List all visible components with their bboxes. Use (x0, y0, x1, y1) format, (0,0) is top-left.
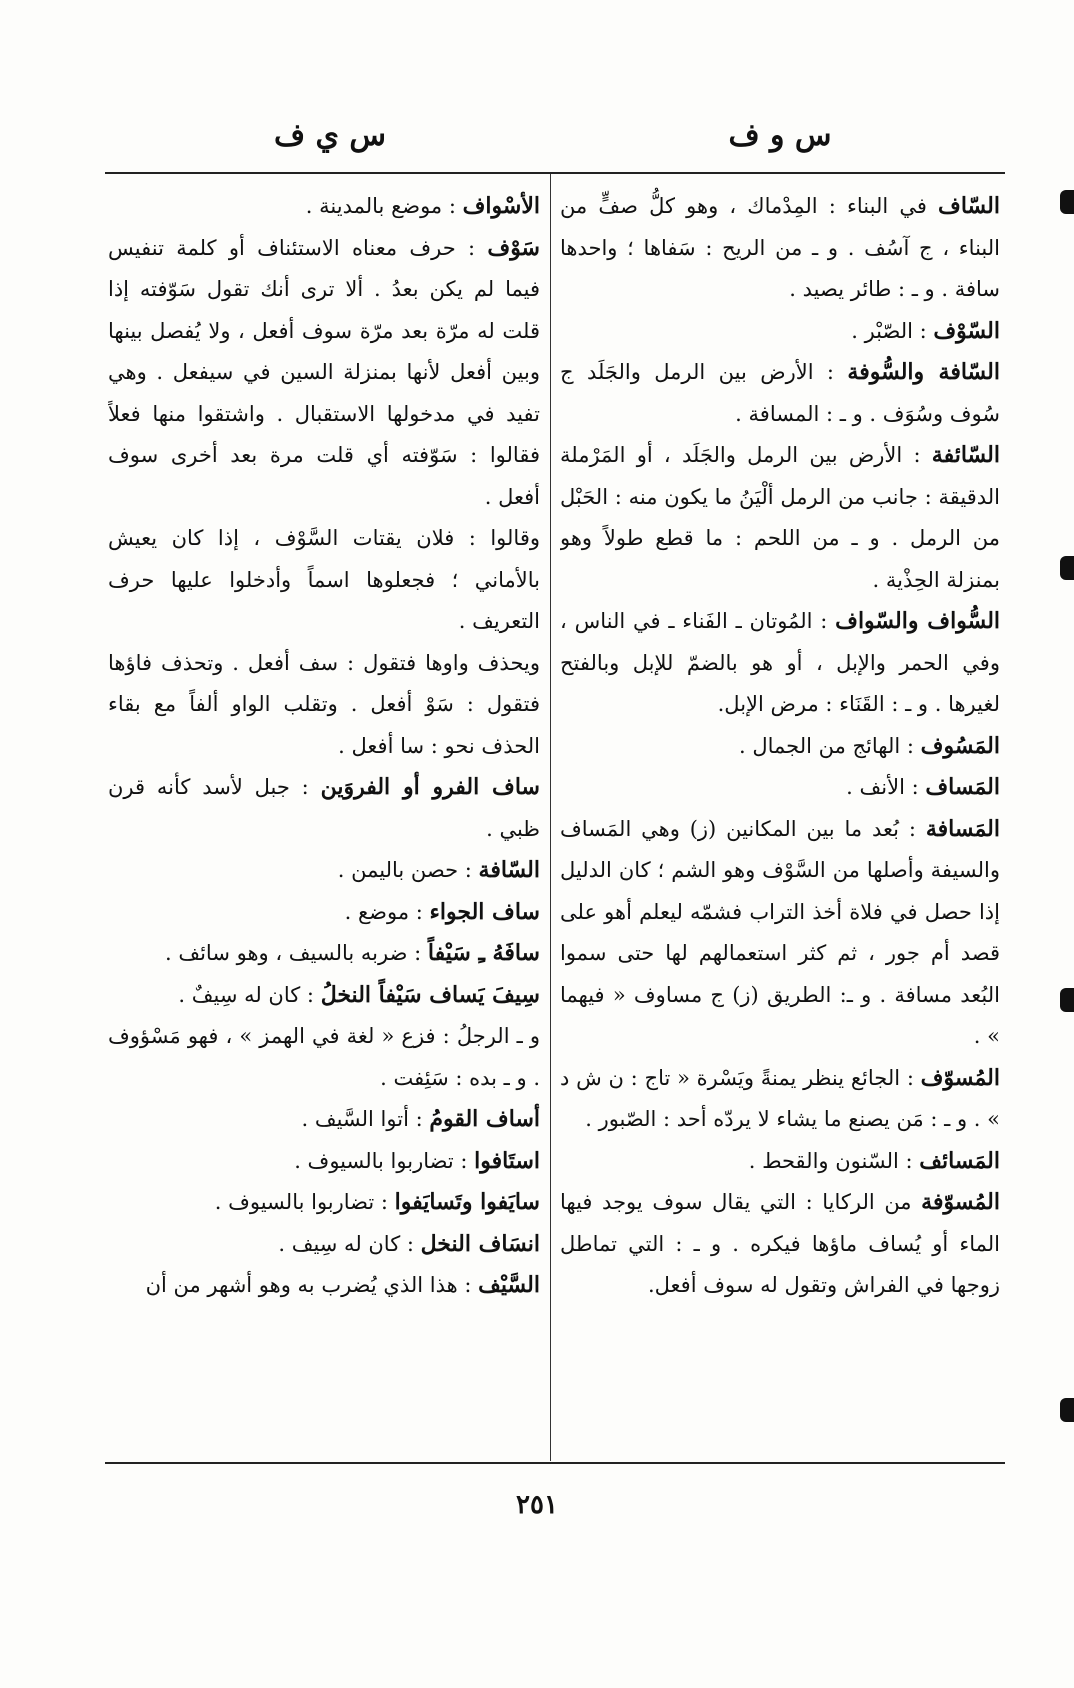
dictionary-entry (560, 186, 1000, 311)
dictionary-entry (108, 933, 540, 975)
dictionary-entry (108, 1099, 540, 1141)
dictionary-entry (560, 352, 1000, 435)
entry-headword: المَسُوف (920, 732, 1000, 759)
entry-definition: : الصّبْر . (851, 318, 934, 343)
entry-definition: : حرف معناه الاستئناف أو كلمة تنفيس فيما لم يكن بعدُ . ألا ترى أنك تقول سَوّفته إذا قلت له مرّة بعد مرّة سوف أفعل ، ولا يُفصل بينها وبين أفعل لأنها بمنزلة السين في سيفعل . وهي تفيد في مدخولها الاستقبال . واشتقوا منها فعلاً فقالوا : سَوّفته أي قلت مرة بعد أخرى سوف أفعل . (108, 235, 540, 509)
entry-definition: : ضربه بالسيف ، وهو سائف . (165, 941, 428, 965)
entry-headword: انسَاف النخل (420, 1230, 540, 1257)
page-header (105, 118, 1005, 162)
entry-headword: سِيفَ يَساف سَيْفاً النخلُ (320, 981, 540, 1008)
dictionary-entry (108, 1182, 540, 1224)
margin-mark (1060, 190, 1074, 214)
entry-definition: : كان له سِيفٌ . (178, 982, 321, 1007)
entry-definition: : بُعد ما بين المكانين (ز) وهي المَساف والسيفة وأصلها من السَّوْف وهو الشم ؛ كان الدليل إذا حصل في فلاة أخذ التراب فشمّه ليعلم أهو على قصد أم جور ، ثم كثر استعمالهم لها حتى سموا البُعد مسافة . و ـ: الطريق (ز) ج مساوف « فيهما » . (560, 816, 1000, 1048)
entry-headword: السَّيْف (478, 1272, 540, 1298)
entry-headword: الأسْواف (462, 193, 540, 219)
entry-definition: : تضاربوا بالسيوف . (214, 1190, 395, 1214)
dictionary-entry (108, 518, 540, 643)
dictionary-entry (560, 1058, 1000, 1141)
entry-headword: السّافة والسُّوفة (847, 359, 1000, 385)
entry-definition: : تضاربوا بالسيوف . (294, 1148, 475, 1173)
dictionary-entry (108, 643, 540, 768)
entry-definition: : هذا الذي يُضرب به وهو أشهر من أن (145, 1273, 479, 1297)
entry-headword: سَوْف (487, 234, 540, 261)
entry-headword: سافَهُ ـِ سَيْفاً (427, 940, 540, 966)
entry-definition: و ـ الرجلُ : فزع « لغة في الهمز » ، فهو مَسْؤوف . و ـ بده : سَئِفت . (108, 1024, 540, 1090)
entry-definition: ويحذف واوها فتقول : سف أفعل . وتحذف فاؤها فتقول : سَوْ أفعل . وتقلب الواو ألفاً مع بقاء الحذف نحو : سا أفعل . (108, 650, 540, 758)
entry-definition: : الأرض بين الرمل والجَلَد ، أو المَرْملة الدقيقة : جانب من الرمل ألْيَنُ ما يكون منه : الحَبْل من الرمل . و ـ من اللحم : ما قطع طولاً وهو بمنزلة الحِذْية . (560, 443, 1000, 592)
dictionary-entry (560, 435, 1000, 601)
entry-headword: أساف القومُ (429, 1106, 540, 1132)
margin-mark (1060, 1398, 1074, 1422)
entry-headword: السّائفة (931, 442, 1000, 468)
left-column (108, 186, 540, 1456)
entry-headword: سايَفوا وتَسايَفوا (394, 1189, 540, 1215)
dictionary-entry (108, 228, 540, 519)
right-column (560, 186, 1000, 1456)
entry-headword: استَافوا (474, 1147, 540, 1174)
entry-headword: المُسوّف (920, 1064, 1000, 1091)
entry-definition: : الجائع ينظر يمنةً ويَسْرة « تاج : ن ش د » . و ـ : مَن يصنع ما يشاء لا يردّه أحد : الصّبور . (560, 1065, 1000, 1131)
dictionary-entry (560, 809, 1000, 1058)
dictionary-entry (560, 601, 1000, 726)
entry-definition: : الأرض بين الرمل والجَلَد ج سُوف وسُوَف . و ـ : المسافة . (560, 360, 1000, 426)
entry-definition: : كان له سِيف . (278, 1231, 421, 1256)
dictionary-entry (108, 1141, 540, 1183)
entry-headword: المَسائف (919, 1147, 1000, 1174)
dictionary-entry (560, 726, 1000, 768)
entry-definition: من الركايا : التي يقال سوف يوجد فيها الماء أو يُساف ماؤها فيكره . و ـ : التي تماطل زوجها في الفراش وتقول له سوف أفعل. (560, 1190, 1000, 1297)
dictionary-entry (560, 311, 1000, 353)
top-rule (105, 172, 1005, 174)
entry-headword: ساف الجواء (429, 898, 540, 925)
entry-headword: المَسافة (925, 815, 1000, 842)
entry-definition: : المُوتان ـ الفَناء ـ في الناس ، وفي الحمر والإبل ، أو هو بالضمّ للإبل وبالفتح لغيرها . و ـ : القَنَاء : مرض الإبل. (560, 609, 1000, 716)
column-divider (550, 174, 551, 1461)
entry-headword: السّافة (478, 857, 540, 883)
bottom-rule (105, 1462, 1005, 1464)
dictionary-entry (108, 1224, 540, 1266)
margin-mark (1060, 556, 1074, 580)
page-number: ٢٥١ (516, 1490, 558, 1520)
entry-definition: : الأنف . (846, 775, 926, 799)
dictionary-entry (108, 892, 540, 934)
dictionary-entry (108, 1265, 540, 1307)
dictionary-entry (560, 1182, 1000, 1307)
entry-definition: : الهائج من الجمال . (738, 733, 921, 758)
margin-mark (1060, 988, 1074, 1012)
dictionary-entry (108, 767, 540, 850)
dictionary-entry (108, 975, 540, 1017)
left-column-title: س ي ف (273, 118, 387, 153)
right-column-title: س و ف (728, 118, 832, 153)
entry-definition: في البناء : المِدْماك ، وهو كلُّ صفٍّ من البناء ، ج آسُف . و ـ من الريح : سَفاها ؛ واحدها سافة . و ـ : طائر يصيد . (560, 194, 1000, 301)
entry-definition: : أتوا السَّيف . (301, 1107, 430, 1131)
entry-headword: السّاف (938, 193, 1000, 219)
entry-definition: : جبل لأسد كأنه قرن ظبي . (108, 775, 540, 841)
entry-definition: : موضع بالمدينة . (305, 194, 463, 218)
entry-headword: السّوْف (933, 317, 1000, 344)
entry-headword: ساف الفرو أو الفروَين (320, 774, 540, 800)
dictionary-entry (560, 767, 1000, 809)
entry-headword: السُّواف والسّواف (835, 608, 1000, 634)
dictionary-entry (108, 850, 540, 892)
entry-headword: المُسوّفة (921, 1189, 1000, 1215)
entry-definition: : موضع . (344, 899, 430, 924)
dictionary-entry (108, 1016, 540, 1099)
entry-definition: : حصن باليمن . (337, 858, 479, 882)
dictionary-entry (560, 1141, 1000, 1183)
entry-definition: : السّنون والقحط . (748, 1148, 920, 1173)
dictionary-entry (108, 186, 540, 228)
entry-definition: وقالوا : فلان يقتات السَّوْف ، إذا كان يعيش بالأماني ؛ فجعلوها اسماً وأدخلوا عليها حرف التعريف . (108, 526, 540, 633)
entry-headword: المَساف (925, 774, 1000, 800)
